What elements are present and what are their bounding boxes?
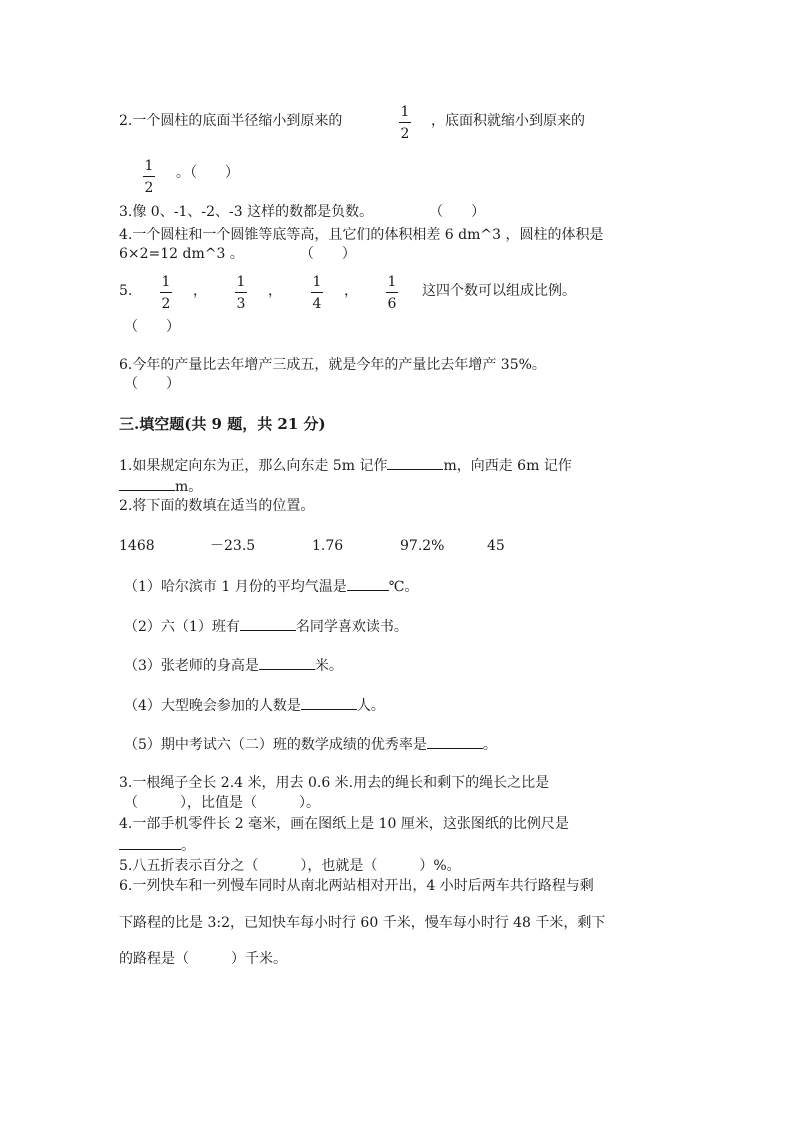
answer-blank (427, 734, 483, 749)
f2-item-3-pre: （3）张老师的身高是 (124, 658, 259, 674)
f2-item-2 (124, 616, 408, 636)
q2-fraction-den: 2 (400, 126, 410, 142)
q5-label: 5. (119, 283, 133, 299)
f2-item-4 (124, 695, 385, 715)
f2-title: 2.将下面的数填在适当的位置。 (119, 498, 315, 514)
f3-line1: 3.一根绳子全长 2.4 米，用去 0.6 米.用去的绳长和剩下的绳长之比是 (119, 775, 550, 791)
f2-item-4-pre: （4）大型晚会参加的人数是 (124, 698, 301, 714)
f2-item-4-post: 人。 (356, 698, 385, 714)
f1-text-b: m，向西走 6m 记作 (443, 458, 572, 474)
q2-fraction-2-den: 2 (144, 180, 154, 196)
f4-line2 (119, 835, 195, 855)
f1-text-c: m。 (175, 479, 203, 495)
f2-item-1 (124, 576, 418, 596)
q2-fraction (398, 104, 412, 142)
q5-fraction-1 (159, 274, 173, 312)
fraction-den: 2 (161, 296, 171, 312)
q5-comma-3: ， (344, 283, 358, 299)
fraction-bar (386, 292, 398, 293)
f2-item-5-post: 。 (482, 737, 497, 753)
f3-line2: （ ），比值是（ ）。 (124, 795, 320, 811)
section-heading: 三.填空题(共 9 题，共 21 分) (119, 415, 326, 433)
f5-text: 5.八五折表示百分之（ ），也就是（ ）%。 (119, 858, 461, 874)
number-1-76: 1.76 (312, 538, 344, 554)
q3-text: 3.像 0、-1、-2、-3 这样的数都是负数。 （ ） (119, 204, 486, 220)
fraction-num: 1 (312, 274, 322, 290)
answer-blank (240, 616, 296, 631)
fraction-den: 4 (312, 296, 322, 312)
f1-line2 (119, 476, 202, 496)
fraction-num: 1 (161, 274, 171, 290)
number-neg-23-5: －23.5 (210, 538, 256, 554)
fraction-num: 1 (236, 274, 246, 290)
f6-line3: 的路程是（ ）千米。 (119, 951, 287, 967)
q2-fraction-2 (142, 158, 156, 196)
q4-line2: 6×2=12 dm^3 。 （ ） (119, 246, 356, 262)
f1-line1 (119, 455, 572, 475)
fraction-bar (160, 292, 172, 293)
f2-item-1-post: ℃。 (388, 579, 419, 595)
f2-item-3 (124, 655, 343, 675)
q2-tail: 。（ ） (176, 165, 239, 181)
q5-fraction-3 (310, 274, 324, 312)
answer-blank (387, 455, 443, 470)
q5-comma-2: ， (268, 283, 282, 299)
f2-item-3-post: 米。 (314, 658, 343, 674)
f2-item-2-pre: （2）六（1）班有 (124, 619, 240, 635)
q5-paren: （ ） (124, 319, 180, 335)
fraction-den: 6 (387, 296, 397, 312)
q2-fraction-2-num: 1 (144, 158, 154, 174)
answer-blank (347, 576, 389, 591)
fraction-den: 3 (236, 296, 246, 312)
f1-text-a: 1.如果规定向东为正，那么向东走 5m 记作 (119, 458, 388, 474)
q5-text: 这四个数可以组成比例。 (422, 283, 576, 299)
f2-item-5 (124, 734, 497, 754)
q5-fraction-2 (234, 274, 248, 312)
f6-line2: 下路程的比是 3:2，已知快车每小时行 60 千米，慢车每小时行 48 千米，剩下 (119, 915, 606, 931)
q5-fraction-4 (385, 274, 399, 312)
f2-item-2-post: 名同学喜欢读书。 (295, 619, 408, 635)
q2-text-a: 2.一个圆柱的底面半径缩小到原来的 (119, 113, 343, 129)
f4-line2-post: 。 (181, 838, 195, 854)
q5-comma-1: ， (193, 283, 207, 299)
number-45: 45 (487, 538, 505, 554)
fraction-bar (143, 176, 155, 177)
q6-line2: （ ） (124, 376, 180, 392)
f4-line1: 4.一部手机零件长 2 毫米，画在图纸上是 10 厘米，这张图纸的比例尺是 (119, 816, 569, 832)
fraction-bar (311, 292, 323, 293)
fraction-bar (235, 292, 247, 293)
number-97-2-percent: 97.2% (400, 538, 445, 554)
answer-blank (119, 476, 175, 491)
answer-blank (119, 835, 181, 850)
answer-blank (259, 655, 315, 670)
f6-line1: 6.一列快车和一列慢车同时从南北两站相对开出，4 小时后两车共行路程与剩 (119, 878, 594, 894)
q6-line1: 6.今年的产量比去年增产三成五，就是今年的产量比去年增产 35%。 (119, 357, 546, 373)
q2-fraction-num: 1 (400, 104, 410, 120)
fraction-num: 1 (387, 274, 397, 290)
fraction-bar (399, 122, 411, 123)
q4-line1: 4.一个圆柱和一个圆锥等底等高，且它们的体积相差 6 dm^3 ，圆柱的体积是 (119, 227, 604, 243)
f2-item-5-pre: （5）期中考试六（二）班的数学成绩的优秀率是 (124, 737, 427, 753)
q2-text-b: ，底面积就缩小到原来的 (431, 113, 585, 129)
number-1468: 1468 (119, 538, 155, 554)
f2-item-1-pre: （1）哈尔滨市 1 月份的平均气温是 (124, 579, 347, 595)
answer-blank (301, 695, 357, 710)
